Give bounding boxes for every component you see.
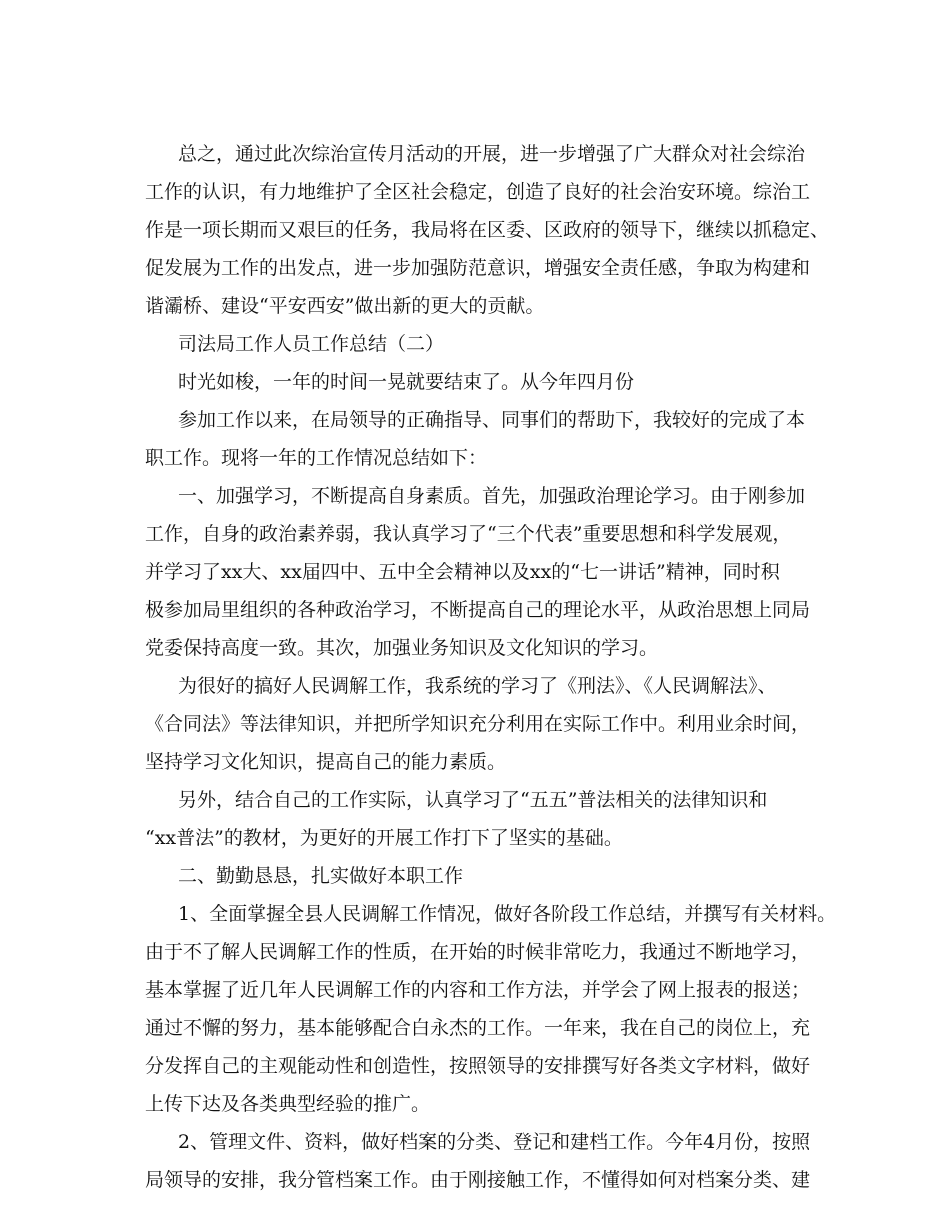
text-line: 工作，自身的政治素养弱，我认真学习了“三个代表”重要思想和科学发展观， bbox=[145, 523, 792, 545]
text-line: 党委保持高度一致。其次，加强业务知识及文化知识的学习。 bbox=[145, 637, 659, 659]
text-line: 谐灞桥、建设“平安西安”做出新的更大的贡献。 bbox=[145, 295, 545, 317]
text-line: 总之，通过此次综治宣传月活动的开展，进一步增强了广大群众对社会综治 bbox=[178, 143, 806, 165]
text-line: 2、管理文件、资料，做好档案的分类、登记和建档工作。今年4月份，按照 bbox=[178, 1131, 811, 1153]
text-line: 职工作。现将一年的工作情况总结如下： bbox=[145, 447, 488, 469]
document-body bbox=[0, 135, 950, 1199]
text-line: 极参加局里组织的各种政治学习，不断提高自己的理论水平，从政治思想上同局 bbox=[145, 599, 811, 621]
text-line: 分发挥自己的主观能动性和创造性，按照领导的安排撰写好各类文字材料，做好 bbox=[145, 1055, 811, 1077]
text-line: 《合同法》等法律知识，并把所学知识充分利用在实际工作中。利用业余时间， bbox=[145, 713, 811, 735]
text-line: “xx普法”的教材，为更好的开展工作打下了坚实的基础。 bbox=[145, 827, 623, 849]
text-line: 为很好的搞好人民调解工作，我系统的学习了《刑法》、《人民调解法》、 bbox=[178, 675, 777, 697]
text-line: 作是一项长期而又艰巨的任务，我局将在区委、区政府的领导下，继续以抓稳定、 bbox=[145, 219, 830, 241]
text-line: 1、全面掌握全县人民调解工作情况，做好各阶段工作总结，并撰写有关材料。 bbox=[178, 903, 837, 925]
text-line: 促发展为工作的出发点，进一步加强防范意识，增强安全责任感，争取为构建和 bbox=[145, 257, 811, 279]
text-line: 通过不懈的努力，基本能够配合白永杰的工作。一年来，我在自己的岗位上，充 bbox=[145, 1017, 811, 1039]
text-line: 上传下达及各类典型经验的推广。 bbox=[145, 1093, 431, 1115]
text-line: 时光如梭，一年的时间一晃就要结束了。从今年四月份 bbox=[178, 371, 635, 393]
text-line: 由于不了解人民调解工作的性质，在开始的时候非常吃力，我通过不断地学习， bbox=[145, 941, 811, 963]
text-line: 司法局工作人员工作总结（二） bbox=[178, 333, 445, 355]
text-line: 局领导的安排，我分管档案工作。由于刚接触工作，不懂得如何对档案分类、建 bbox=[145, 1169, 811, 1191]
text-line: 二、勤勤恳恳，扎实做好本职工作 bbox=[178, 865, 464, 887]
text-line: 参加工作以来，在局领导的正确指导、同事们的帮助下，我较好的完成了本 bbox=[178, 409, 806, 431]
text-line: 一、加强学习，不断提高自身素质。首先，加强政治理论学习。由于刚参加 bbox=[178, 485, 806, 507]
text-line: 并学习了xx大、xx届四中、五中全会精神以及xx的“七一讲话”精神，同时积 bbox=[145, 561, 780, 583]
text-line: 另外，结合自己的工作实际，认真学习了“五五”普法相关的法律知识和 bbox=[178, 789, 768, 811]
text-line: 工作的认识，有力地维护了全区社会稳定，创造了良好的社会治安环境。综治工 bbox=[145, 181, 811, 203]
text-line: 基本掌握了近几年人民调解工作的内容和工作方法，并学会了网上报表的报送； bbox=[145, 979, 811, 1001]
text-line: 坚持学习文化知识，提高自己的能力素质。 bbox=[145, 751, 507, 773]
